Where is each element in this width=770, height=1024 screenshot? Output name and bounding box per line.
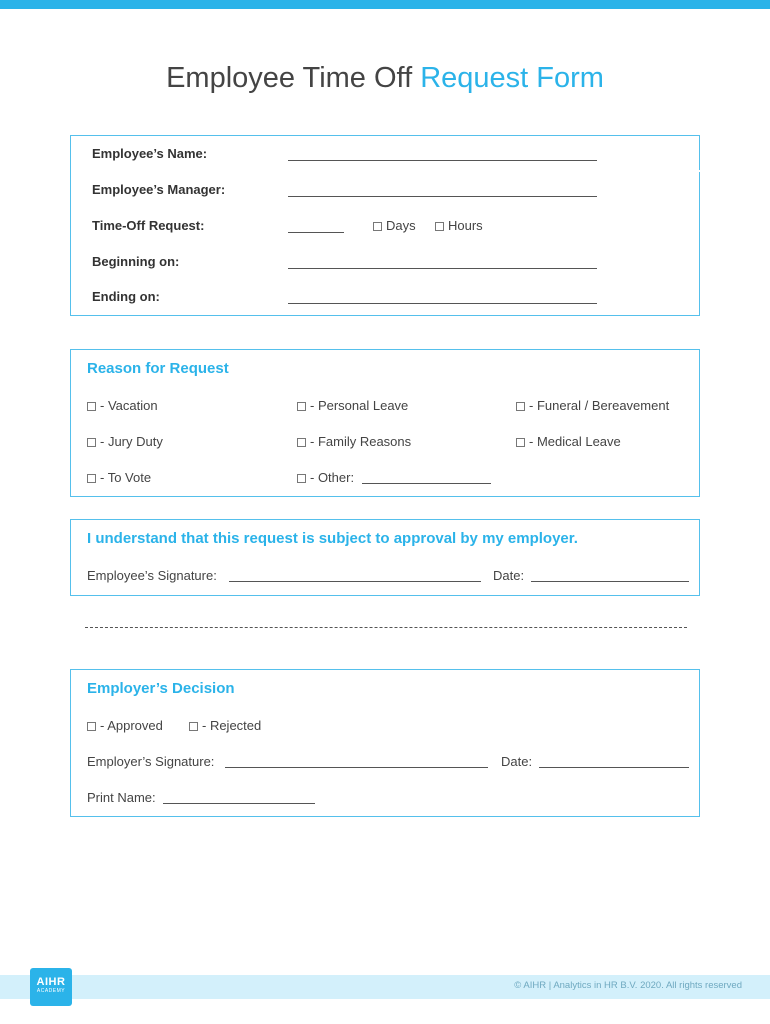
logo-text: AIHR — [36, 976, 66, 988]
funeral-checkbox[interactable] — [516, 402, 525, 411]
rejected-label: - Rejected — [202, 718, 262, 733]
time-off-amount-field[interactable] — [288, 232, 344, 233]
beginning-on-label: Beginning on: — [92, 254, 180, 269]
employee-signature-field[interactable] — [229, 581, 481, 582]
title-accent: Request Form — [420, 62, 604, 94]
employer-signature-label: Employer’s Signature: — [87, 754, 215, 769]
print-name-field[interactable] — [163, 803, 315, 804]
hours-label: Hours — [448, 218, 483, 233]
vacation-checkbox[interactable] — [87, 402, 96, 411]
employee-date-label: Date: — [493, 568, 525, 583]
rejected-option[interactable] — [189, 718, 261, 733]
beginning-on-field[interactable] — [288, 268, 597, 269]
other-option[interactable] — [297, 470, 354, 485]
employer-decision-box — [70, 669, 700, 817]
medical-leave-checkbox[interactable] — [516, 438, 525, 447]
hours-option[interactable] — [435, 218, 483, 233]
reason-heading: Reason for Request — [87, 360, 229, 377]
page-title — [0, 62, 770, 95]
reason-box — [70, 349, 700, 497]
employee-info-box — [70, 135, 700, 316]
employee-name-field[interactable] — [288, 160, 597, 161]
vacation-option[interactable] — [87, 398, 158, 413]
copyright-text: © AIHR | Analytics in HR B.V. 2020. All rights reserved — [514, 980, 742, 991]
days-option[interactable] — [373, 218, 416, 233]
acknowledgement-box — [70, 519, 700, 596]
jury-duty-checkbox[interactable] — [87, 438, 96, 447]
ending-on-field[interactable] — [288, 303, 597, 304]
employer-signature-field[interactable] — [225, 767, 488, 768]
logo-subtext: ACADEMY — [36, 988, 66, 994]
medical-leave-label: - Medical Leave — [529, 434, 621, 449]
employer-date-field[interactable] — [539, 767, 689, 768]
vacation-label: - Vacation — [100, 398, 158, 413]
decision-heading: Employer’s Decision — [87, 680, 235, 697]
acknowledgement-heading: I understand that this request is subject to approval by my employer. — [87, 530, 578, 547]
employee-name-label: Employee’s Name: — [92, 146, 208, 161]
employee-signature-label: Employee’s Signature: — [87, 568, 217, 583]
days-label: Days — [386, 218, 416, 233]
days-checkbox[interactable] — [373, 222, 382, 231]
jury-duty-option[interactable] — [87, 434, 163, 449]
family-reasons-checkbox[interactable] — [297, 438, 306, 447]
to-vote-label: - To Vote — [100, 470, 152, 485]
approved-checkbox[interactable] — [87, 722, 96, 731]
employee-manager-field[interactable] — [288, 196, 597, 197]
personal-leave-option[interactable] — [297, 398, 408, 413]
ending-on-label: Ending on: — [92, 289, 160, 304]
aihr-logo — [30, 968, 72, 1006]
employer-date-label: Date: — [501, 754, 533, 769]
jury-duty-label: - Jury Duty — [100, 434, 163, 449]
family-reasons-label: - Family Reasons — [310, 434, 412, 449]
other-label: - Other: — [310, 470, 355, 485]
funeral-option[interactable] — [516, 398, 669, 413]
title-main: Employee Time Off — [166, 62, 413, 94]
top-accent-bar — [0, 0, 770, 9]
family-reasons-option[interactable] — [297, 434, 411, 449]
hours-checkbox[interactable] — [435, 222, 444, 231]
print-name-label: Print Name: — [87, 790, 156, 805]
other-checkbox[interactable] — [297, 474, 306, 483]
employee-manager-label: Employee’s Manager: — [92, 182, 226, 197]
to-vote-option[interactable] — [87, 470, 151, 485]
employee-date-field[interactable] — [531, 581, 689, 582]
personal-leave-checkbox[interactable] — [297, 402, 306, 411]
approved-label: - Approved — [100, 718, 163, 733]
cut-line-divider — [85, 627, 687, 628]
time-off-request-label: Time-Off Request: — [92, 218, 205, 233]
to-vote-checkbox[interactable] — [87, 474, 96, 483]
rejected-checkbox[interactable] — [189, 722, 198, 731]
medical-leave-option[interactable] — [516, 434, 621, 449]
approved-option[interactable] — [87, 718, 163, 733]
other-reason-field[interactable] — [362, 483, 491, 484]
personal-leave-label: - Personal Leave — [310, 398, 409, 413]
funeral-label: - Funeral / Bereavement — [529, 398, 670, 413]
